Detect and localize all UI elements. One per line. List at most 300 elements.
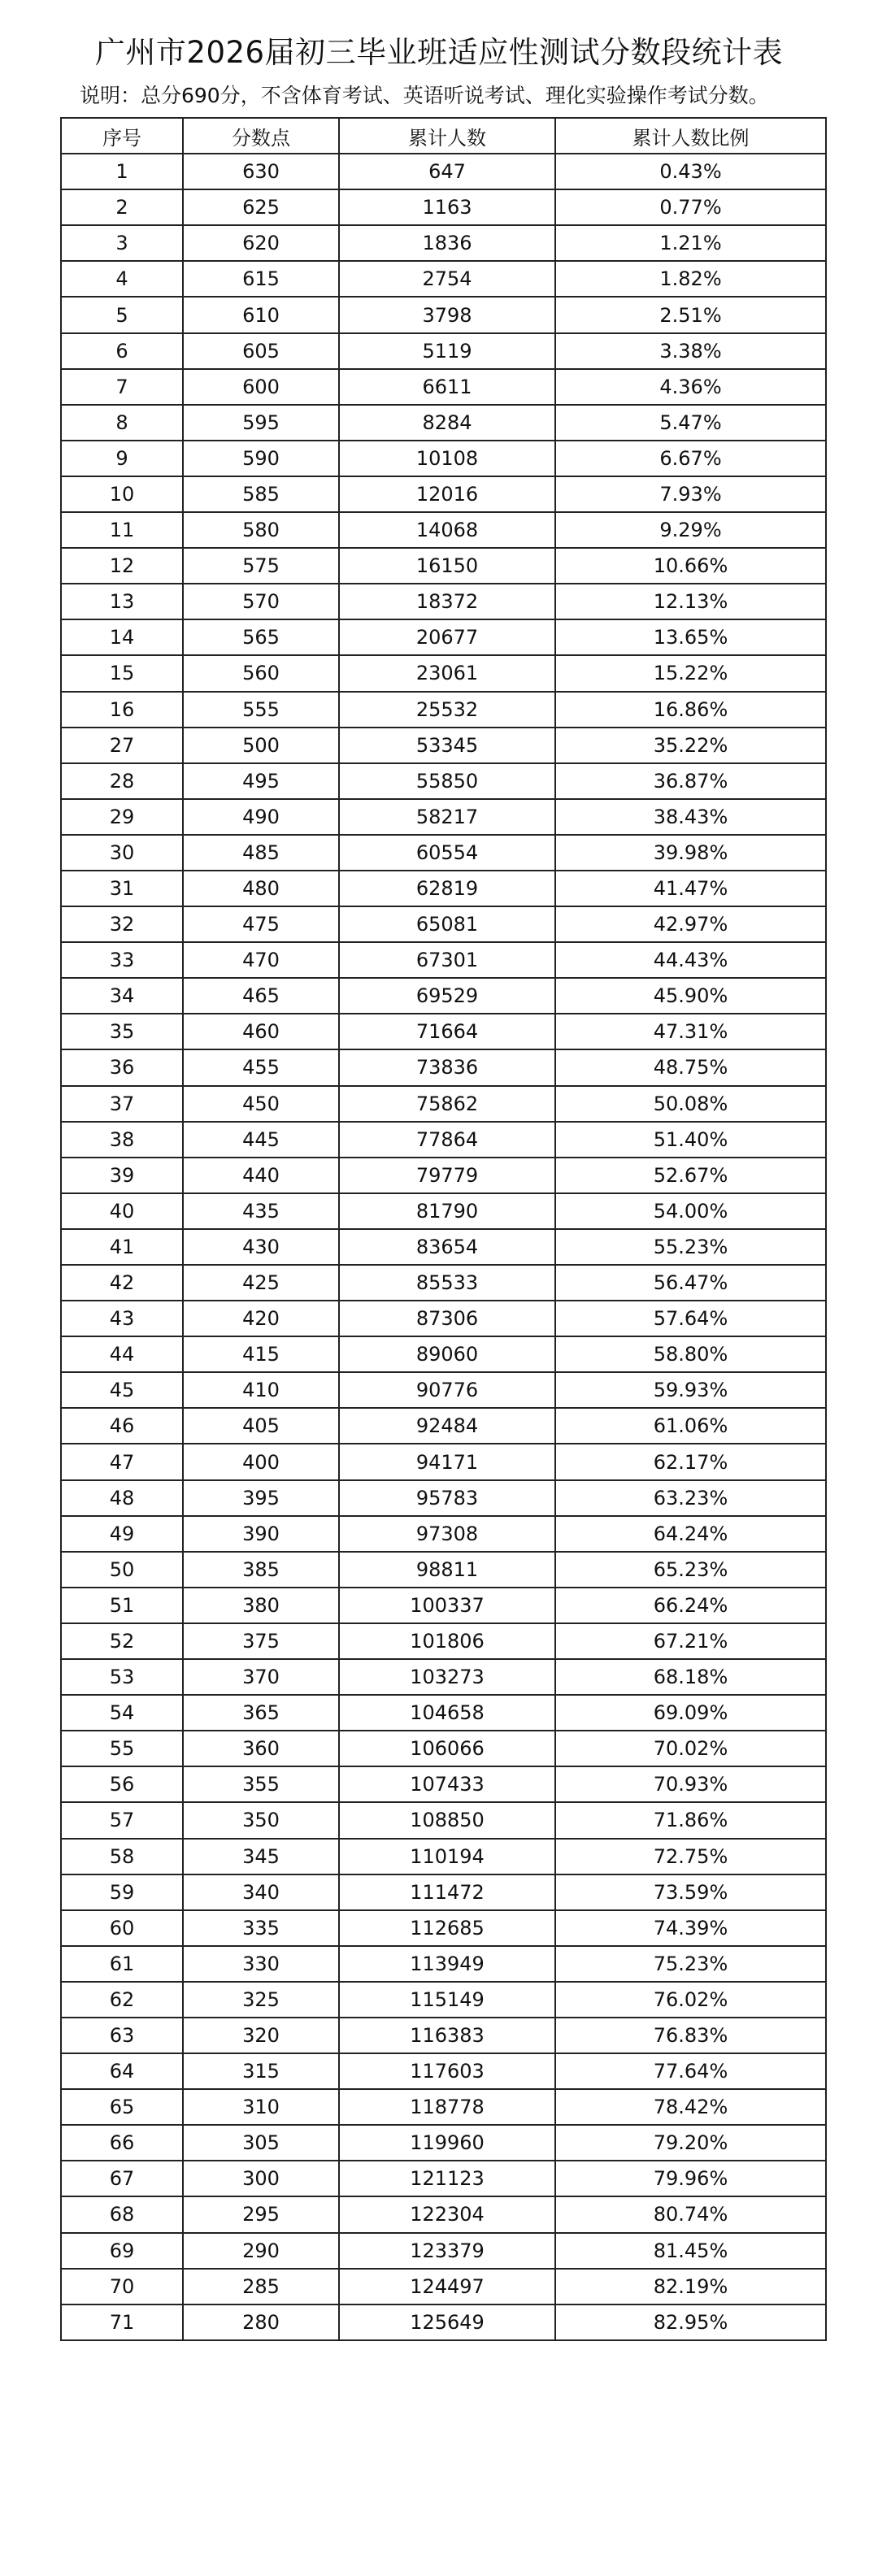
cell-cumulative-count: 113949 (339, 1946, 555, 1982)
cell-cumulative-count: 20677 (339, 619, 555, 655)
cell-cumulative-count: 123379 (339, 2233, 555, 2269)
table-row (61, 619, 826, 655)
table-row (61, 1301, 826, 1336)
cell-cumulative-count: 1836 (339, 225, 555, 261)
table-body (61, 154, 826, 2340)
cell-index: 37 (61, 1086, 183, 1122)
cell-cumulative-ratio: 16.86% (555, 692, 826, 728)
cell-index: 69 (61, 2233, 183, 2269)
cell-cumulative-count: 55850 (339, 763, 555, 799)
cell-index: 48 (61, 1480, 183, 1516)
cell-index: 35 (61, 1014, 183, 1049)
table-row (61, 1946, 826, 1982)
header-cumulative-ratio: 累计人数比例 (555, 118, 826, 154)
table-row (61, 1552, 826, 1588)
cell-index: 6 (61, 333, 183, 369)
cell-index: 43 (61, 1301, 183, 1336)
table-row (61, 906, 826, 942)
cell-cumulative-count: 8284 (339, 405, 555, 441)
cell-cumulative-count: 83654 (339, 1229, 555, 1265)
header-cumulative-count: 累计人数 (339, 118, 555, 154)
cell-cumulative-ratio: 68.18% (555, 1659, 826, 1695)
cell-score: 450 (183, 1086, 339, 1122)
cell-index: 52 (61, 1623, 183, 1659)
cell-index: 3 (61, 225, 183, 261)
cell-cumulative-ratio: 70.93% (555, 1766, 826, 1802)
cell-index: 53 (61, 1659, 183, 1695)
cell-cumulative-ratio: 50.08% (555, 1086, 826, 1122)
cell-score: 395 (183, 1480, 339, 1516)
cell-cumulative-ratio: 64.24% (555, 1516, 826, 1552)
cell-score: 435 (183, 1193, 339, 1229)
cell-cumulative-count: 77864 (339, 1122, 555, 1158)
table-row (61, 1588, 826, 1623)
cell-cumulative-count: 87306 (339, 1301, 555, 1336)
cell-cumulative-ratio: 62.17% (555, 1444, 826, 1479)
cell-cumulative-count: 108850 (339, 1802, 555, 1838)
cell-cumulative-ratio: 36.87% (555, 763, 826, 799)
cell-cumulative-ratio: 65.23% (555, 1552, 826, 1588)
table-row (61, 1086, 826, 1122)
cell-index: 16 (61, 692, 183, 728)
table-row (61, 1802, 826, 1838)
page-title: 广州市2026届初三毕业班适应性测试分数段统计表 (94, 35, 784, 70)
table-row (61, 2304, 826, 2340)
cell-score: 610 (183, 297, 339, 332)
cell-score: 345 (183, 1839, 339, 1874)
cell-cumulative-ratio: 79.20% (555, 2125, 826, 2161)
cell-index: 51 (61, 1588, 183, 1623)
cell-index: 34 (61, 978, 183, 1014)
cell-cumulative-ratio: 73.59% (555, 1874, 826, 1910)
cell-cumulative-ratio: 72.75% (555, 1839, 826, 1874)
cell-score: 405 (183, 1408, 339, 1444)
cell-cumulative-count: 647 (339, 154, 555, 189)
table-row (61, 1731, 826, 1766)
cell-cumulative-ratio: 74.39% (555, 1910, 826, 1946)
cell-score: 350 (183, 1802, 339, 1838)
table-row (61, 261, 826, 297)
cell-index: 1 (61, 154, 183, 189)
cell-index: 31 (61, 871, 183, 906)
cell-cumulative-ratio: 2.51% (555, 297, 826, 332)
cell-index: 5 (61, 297, 183, 332)
cell-index: 56 (61, 1766, 183, 1802)
table-row (61, 441, 826, 476)
cell-index: 11 (61, 512, 183, 548)
cell-score: 625 (183, 189, 339, 225)
cell-cumulative-count: 121123 (339, 2161, 555, 2196)
table-row (61, 189, 826, 225)
cell-cumulative-count: 16150 (339, 548, 555, 584)
cell-cumulative-ratio: 7.93% (555, 476, 826, 512)
cell-index: 46 (61, 1408, 183, 1444)
table-row (61, 2233, 826, 2269)
table-row (61, 1839, 826, 1874)
table-row (61, 1516, 826, 1552)
table-row (61, 1659, 826, 1695)
cell-cumulative-ratio: 59.93% (555, 1372, 826, 1408)
cell-cumulative-count: 112685 (339, 1910, 555, 1946)
cell-cumulative-count: 101806 (339, 1623, 555, 1659)
cell-cumulative-ratio: 76.02% (555, 1982, 826, 2018)
cell-index: 45 (61, 1372, 183, 1408)
table-row (61, 1372, 826, 1408)
cell-cumulative-ratio: 38.43% (555, 799, 826, 835)
table-row (61, 728, 826, 763)
cell-score: 630 (183, 154, 339, 189)
cell-score: 415 (183, 1336, 339, 1372)
cell-score: 315 (183, 2053, 339, 2089)
cell-score: 470 (183, 942, 339, 978)
table-row (61, 1874, 826, 1910)
table-row (61, 2018, 826, 2053)
cell-score: 605 (183, 333, 339, 369)
cell-score: 420 (183, 1301, 339, 1336)
cell-cumulative-count: 14068 (339, 512, 555, 548)
cell-cumulative-count: 106066 (339, 1731, 555, 1766)
cell-score: 285 (183, 2269, 339, 2304)
cell-cumulative-ratio: 66.24% (555, 1588, 826, 1623)
cell-score: 410 (183, 1372, 339, 1408)
cell-cumulative-count: 94171 (339, 1444, 555, 1479)
cell-cumulative-count: 97308 (339, 1516, 555, 1552)
cell-score: 305 (183, 2125, 339, 2161)
cell-score: 575 (183, 548, 339, 584)
cell-index: 62 (61, 1982, 183, 2018)
cell-index: 7 (61, 369, 183, 405)
cell-index: 27 (61, 728, 183, 763)
cell-index: 15 (61, 655, 183, 691)
cell-score: 425 (183, 1265, 339, 1301)
table-row (61, 2125, 826, 2161)
table-row (61, 2269, 826, 2304)
cell-score: 475 (183, 906, 339, 942)
table-row (61, 548, 826, 584)
cell-cumulative-ratio: 45.90% (555, 978, 826, 1014)
cell-cumulative-ratio: 1.82% (555, 261, 826, 297)
cell-index: 32 (61, 906, 183, 942)
table-row (61, 225, 826, 261)
cell-cumulative-ratio: 3.38% (555, 333, 826, 369)
cell-score: 445 (183, 1122, 339, 1158)
table-row (61, 1623, 826, 1659)
table-row (61, 476, 826, 512)
cell-cumulative-count: 79779 (339, 1158, 555, 1193)
cell-cumulative-count: 115149 (339, 1982, 555, 2018)
table-row (61, 1193, 826, 1229)
cell-score: 310 (183, 2089, 339, 2125)
cell-cumulative-count: 10108 (339, 441, 555, 476)
cell-cumulative-count: 5119 (339, 333, 555, 369)
cell-cumulative-count: 116383 (339, 2018, 555, 2053)
cell-cumulative-ratio: 77.64% (555, 2053, 826, 2089)
cell-cumulative-count: 1163 (339, 189, 555, 225)
cell-cumulative-ratio: 39.98% (555, 835, 826, 871)
cell-cumulative-ratio: 42.97% (555, 906, 826, 942)
table-row (61, 297, 826, 332)
cell-cumulative-ratio: 47.31% (555, 1014, 826, 1049)
cell-cumulative-ratio: 70.02% (555, 1731, 826, 1766)
cell-cumulative-ratio: 58.80% (555, 1336, 826, 1372)
table-row (61, 2089, 826, 2125)
cell-cumulative-count: 107433 (339, 1766, 555, 1802)
table-row (61, 2053, 826, 2089)
cell-index: 55 (61, 1731, 183, 1766)
cell-cumulative-count: 3798 (339, 297, 555, 332)
cell-score: 500 (183, 728, 339, 763)
cell-score: 380 (183, 1588, 339, 1623)
table-row (61, 1158, 826, 1193)
cell-score: 595 (183, 405, 339, 441)
table-row (61, 1766, 826, 1802)
cell-cumulative-count: 53345 (339, 728, 555, 763)
cell-score: 320 (183, 2018, 339, 2053)
cell-index: 70 (61, 2269, 183, 2304)
cell-index: 57 (61, 1802, 183, 1838)
cell-score: 465 (183, 978, 339, 1014)
table-row (61, 1910, 826, 1946)
table-row (61, 584, 826, 619)
cell-cumulative-count: 118778 (339, 2089, 555, 2125)
cell-score: 495 (183, 763, 339, 799)
cell-cumulative-count: 122304 (339, 2196, 555, 2232)
cell-cumulative-ratio: 0.43% (555, 154, 826, 189)
cell-score: 480 (183, 871, 339, 906)
cell-cumulative-ratio: 54.00% (555, 1193, 826, 1229)
cell-cumulative-count: 104658 (339, 1695, 555, 1731)
cell-cumulative-ratio: 1.21% (555, 225, 826, 261)
cell-cumulative-ratio: 15.22% (555, 655, 826, 691)
cell-cumulative-ratio: 0.77% (555, 189, 826, 225)
cell-cumulative-count: 110194 (339, 1839, 555, 1874)
cell-cumulative-count: 75862 (339, 1086, 555, 1122)
cell-cumulative-ratio: 82.95% (555, 2304, 826, 2340)
cell-score: 565 (183, 619, 339, 655)
table-row (61, 1122, 826, 1158)
cell-index: 61 (61, 1946, 183, 1982)
table-row (61, 1014, 826, 1049)
cell-index: 40 (61, 1193, 183, 1229)
cell-cumulative-ratio: 35.22% (555, 728, 826, 763)
cell-cumulative-count: 81790 (339, 1193, 555, 1229)
cell-cumulative-ratio: 78.42% (555, 2089, 826, 2125)
cell-index: 65 (61, 2089, 183, 2125)
cell-cumulative-ratio: 63.23% (555, 1480, 826, 1516)
cell-score: 360 (183, 1731, 339, 1766)
cell-index: 54 (61, 1695, 183, 1731)
cell-cumulative-count: 25532 (339, 692, 555, 728)
cell-cumulative-count: 111472 (339, 1874, 555, 1910)
cell-cumulative-count: 65081 (339, 906, 555, 942)
cell-score: 290 (183, 2233, 339, 2269)
cell-cumulative-ratio: 4.36% (555, 369, 826, 405)
cell-score: 455 (183, 1049, 339, 1085)
cell-index: 49 (61, 1516, 183, 1552)
cell-index: 66 (61, 2125, 183, 2161)
cell-score: 400 (183, 1444, 339, 1479)
cell-score: 365 (183, 1695, 339, 1731)
cell-score: 330 (183, 1946, 339, 1982)
cell-cumulative-count: 6611 (339, 369, 555, 405)
cell-score: 615 (183, 261, 339, 297)
cell-cumulative-count: 100337 (339, 1588, 555, 1623)
cell-index: 9 (61, 441, 183, 476)
cell-score: 555 (183, 692, 339, 728)
cell-cumulative-count: 85533 (339, 1265, 555, 1301)
cell-cumulative-count: 71664 (339, 1014, 555, 1049)
cell-score: 335 (183, 1910, 339, 1946)
cell-cumulative-ratio: 55.23% (555, 1229, 826, 1265)
table-row (61, 405, 826, 441)
cell-index: 58 (61, 1839, 183, 1874)
cell-cumulative-count: 119960 (339, 2125, 555, 2161)
cell-cumulative-ratio: 9.29% (555, 512, 826, 548)
cell-index: 63 (61, 2018, 183, 2053)
table-row (61, 835, 826, 871)
cell-score: 585 (183, 476, 339, 512)
cell-index: 12 (61, 548, 183, 584)
table-row (61, 1444, 826, 1479)
cell-score: 325 (183, 1982, 339, 2018)
cell-score: 490 (183, 799, 339, 835)
cell-score: 600 (183, 369, 339, 405)
table-row (61, 692, 826, 728)
cell-cumulative-ratio: 82.19% (555, 2269, 826, 2304)
header-index: 序号 (61, 118, 183, 154)
cell-index: 44 (61, 1336, 183, 1372)
cell-index: 2 (61, 189, 183, 225)
cell-cumulative-count: 95783 (339, 1480, 555, 1516)
cell-cumulative-count: 117603 (339, 2053, 555, 2089)
cell-score: 280 (183, 2304, 339, 2340)
table-row (61, 1408, 826, 1444)
cell-cumulative-ratio: 81.45% (555, 2233, 826, 2269)
cell-index: 14 (61, 619, 183, 655)
cell-cumulative-ratio: 80.74% (555, 2196, 826, 2232)
cell-cumulative-count: 23061 (339, 655, 555, 691)
table-row (61, 1049, 826, 1085)
cell-cumulative-count: 62819 (339, 871, 555, 906)
cell-score: 370 (183, 1659, 339, 1695)
cell-score: 355 (183, 1766, 339, 1802)
table-row (61, 1336, 826, 1372)
cell-cumulative-ratio: 71.86% (555, 1802, 826, 1838)
cell-cumulative-ratio: 61.06% (555, 1408, 826, 1444)
cell-cumulative-count: 69529 (339, 978, 555, 1014)
cell-cumulative-count: 60554 (339, 835, 555, 871)
cell-cumulative-count: 103273 (339, 1659, 555, 1695)
cell-cumulative-ratio: 56.47% (555, 1265, 826, 1301)
table-row (61, 333, 826, 369)
table-row (61, 2196, 826, 2232)
table-row (61, 763, 826, 799)
table-row (61, 1695, 826, 1731)
table-row (61, 2161, 826, 2196)
cell-index: 38 (61, 1122, 183, 1158)
cell-index: 60 (61, 1910, 183, 1946)
cell-score: 580 (183, 512, 339, 548)
cell-score: 590 (183, 441, 339, 476)
cell-index: 71 (61, 2304, 183, 2340)
cell-score: 570 (183, 584, 339, 619)
cell-cumulative-ratio: 41.47% (555, 871, 826, 906)
cell-cumulative-ratio: 48.75% (555, 1049, 826, 1085)
table-row (61, 154, 826, 189)
cell-index: 29 (61, 799, 183, 835)
cell-index: 68 (61, 2196, 183, 2232)
cell-index: 41 (61, 1229, 183, 1265)
table-row (61, 1265, 826, 1301)
table-row (61, 655, 826, 691)
cell-cumulative-count: 18372 (339, 584, 555, 619)
score-distribution-table (60, 117, 827, 2341)
cell-cumulative-count: 2754 (339, 261, 555, 297)
cell-index: 42 (61, 1265, 183, 1301)
table-row (61, 369, 826, 405)
table-header-row (61, 118, 826, 154)
table-row (61, 799, 826, 835)
cell-cumulative-ratio: 67.21% (555, 1623, 826, 1659)
table-row (61, 978, 826, 1014)
cell-score: 295 (183, 2196, 339, 2232)
cell-cumulative-count: 90776 (339, 1372, 555, 1408)
cell-index: 10 (61, 476, 183, 512)
table-row (61, 1982, 826, 2018)
cell-cumulative-count: 92484 (339, 1408, 555, 1444)
cell-cumulative-ratio: 52.67% (555, 1158, 826, 1193)
table-row (61, 1229, 826, 1265)
cell-cumulative-count: 124497 (339, 2269, 555, 2304)
cell-score: 460 (183, 1014, 339, 1049)
cell-cumulative-ratio: 13.65% (555, 619, 826, 655)
cell-score: 385 (183, 1552, 339, 1588)
cell-cumulative-count: 98811 (339, 1552, 555, 1588)
cell-score: 375 (183, 1623, 339, 1659)
cell-index: 33 (61, 942, 183, 978)
cell-index: 50 (61, 1552, 183, 1588)
cell-index: 59 (61, 1874, 183, 1910)
cell-cumulative-count: 89060 (339, 1336, 555, 1372)
cell-score: 485 (183, 835, 339, 871)
cell-cumulative-ratio: 69.09% (555, 1695, 826, 1731)
cell-score: 430 (183, 1229, 339, 1265)
cell-cumulative-count: 73836 (339, 1049, 555, 1085)
cell-index: 64 (61, 2053, 183, 2089)
cell-index: 47 (61, 1444, 183, 1479)
cell-cumulative-count: 125649 (339, 2304, 555, 2340)
table-row (61, 871, 826, 906)
cell-score: 340 (183, 1874, 339, 1910)
cell-cumulative-ratio: 10.66% (555, 548, 826, 584)
cell-cumulative-ratio: 75.23% (555, 1946, 826, 1982)
cell-index: 36 (61, 1049, 183, 1085)
cell-score: 390 (183, 1516, 339, 1552)
cell-index: 30 (61, 835, 183, 871)
cell-score: 620 (183, 225, 339, 261)
cell-index: 39 (61, 1158, 183, 1193)
cell-index: 67 (61, 2161, 183, 2196)
cell-cumulative-ratio: 79.96% (555, 2161, 826, 2196)
table-row (61, 1480, 826, 1516)
cell-cumulative-count: 12016 (339, 476, 555, 512)
cell-cumulative-count: 58217 (339, 799, 555, 835)
table-row (61, 512, 826, 548)
cell-cumulative-ratio: 6.67% (555, 441, 826, 476)
cell-index: 4 (61, 261, 183, 297)
cell-index: 8 (61, 405, 183, 441)
cell-score: 560 (183, 655, 339, 691)
